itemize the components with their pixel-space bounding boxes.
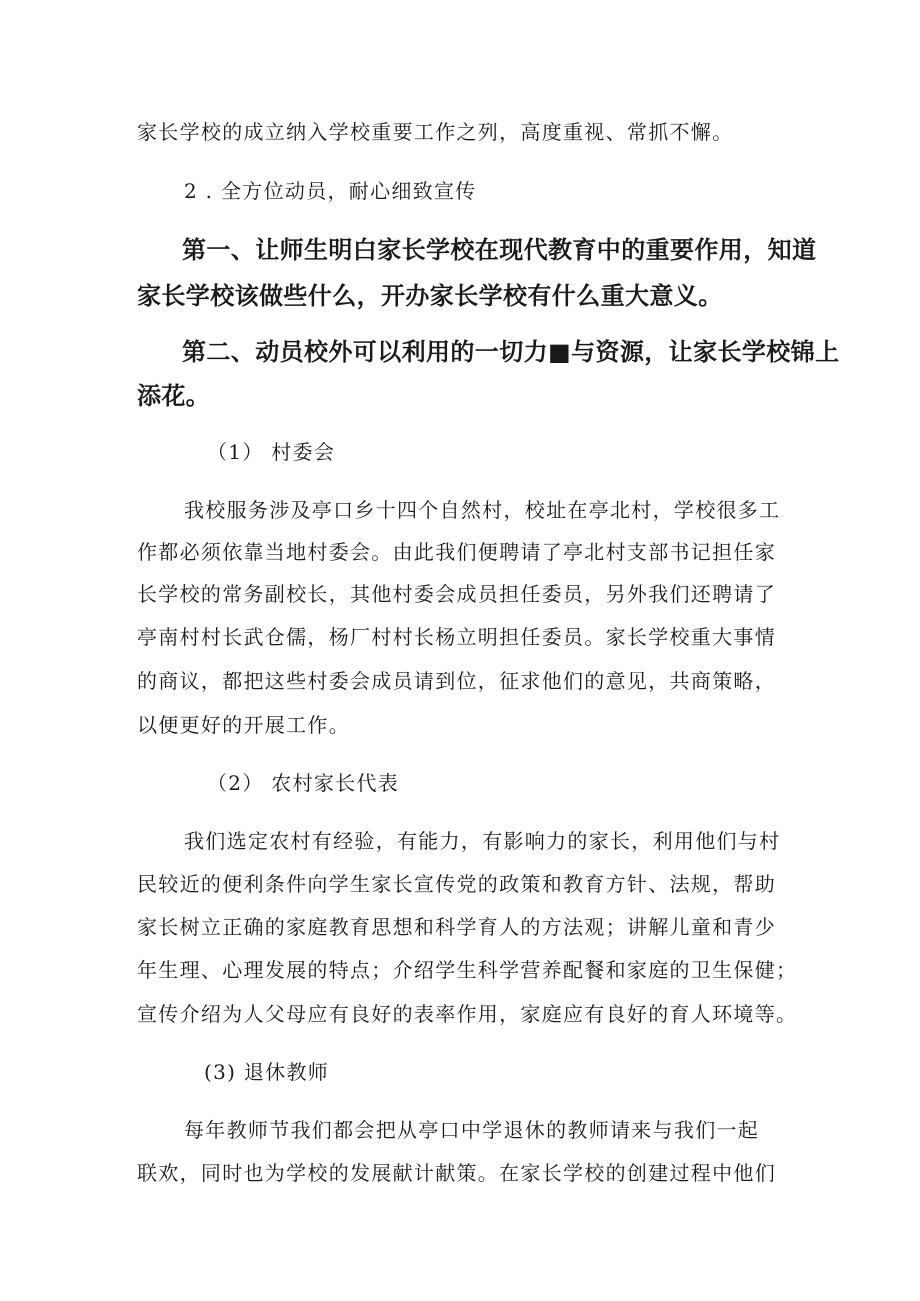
body-line: 每年教师节我们都会把从亭口中学退休的教师请来与我们一起 [184,1118,760,1142]
emphasis-line: 第二、动员校外可以利用的一切力■与资源，让家长学校锦上 [182,338,840,366]
emphasis-line: 第一、让师生明白家长学校在现代教育中的重要作用，知道 [182,236,817,264]
body-line: 作都必须依靠当地村委会。由此我们便聘请了亭北村支部书记担任家 [137,540,776,564]
body-line: 我们选定农村有经验，有能力，有影响力的家长，利用他们与村 [184,829,781,853]
body-line: 亭南村村长武仓儒，杨厂村村长杨立明担任委员。家长学校重大事情 [137,625,776,649]
subsection-heading: （1） 村委会 [207,440,336,464]
subsection-heading: （2） 农村家长代表 [207,771,400,795]
body-line: 长学校的常务副校长，其他村委会成员担任委员，另外我们还聘请了 [137,582,776,606]
emphasis-line: 添花。 [137,382,211,410]
body-line: 民较近的便利条件向学生家长宣传党的政策和教育方针、法规，帮助 [137,872,776,896]
body-line: 联欢，同时也为学校的发展献计献策。在家长学校的创建过程中他们 [137,1161,776,1185]
body-line: 以便更好的开展工作。 [137,713,350,737]
emphasis-line: 家长学校该做些什么，开办家长学校有什么重大意义。 [137,282,723,310]
section-heading: 2 . 全方位动员，耐心细致宣传 [184,179,477,203]
body-line: 的商议，都把这些村委会成员请到位，征求他们的意见，共商策略， [137,669,776,693]
subsection-heading: (3) 退休教师 [204,1060,330,1084]
body-line: 宣传介绍为人父母应有良好的表率作用，家庭应有良好的育人环境等。 [137,1002,798,1026]
body-line: 家长学校的成立纳入学校重要工作之列，高度重视、常抓不懈。 [137,120,734,144]
body-line: 家长树立正确的家庭教育思想和科学育人的方法观；讲解儿童和青少 [137,915,776,939]
body-line: 我校服务涉及亭口乡十四个自然村，校址在亭北村，学校很多工 [184,498,781,522]
body-line: 年生理、心理发展的特点；介绍学生科学营养配餐和家庭的卫生保健； [137,958,798,982]
